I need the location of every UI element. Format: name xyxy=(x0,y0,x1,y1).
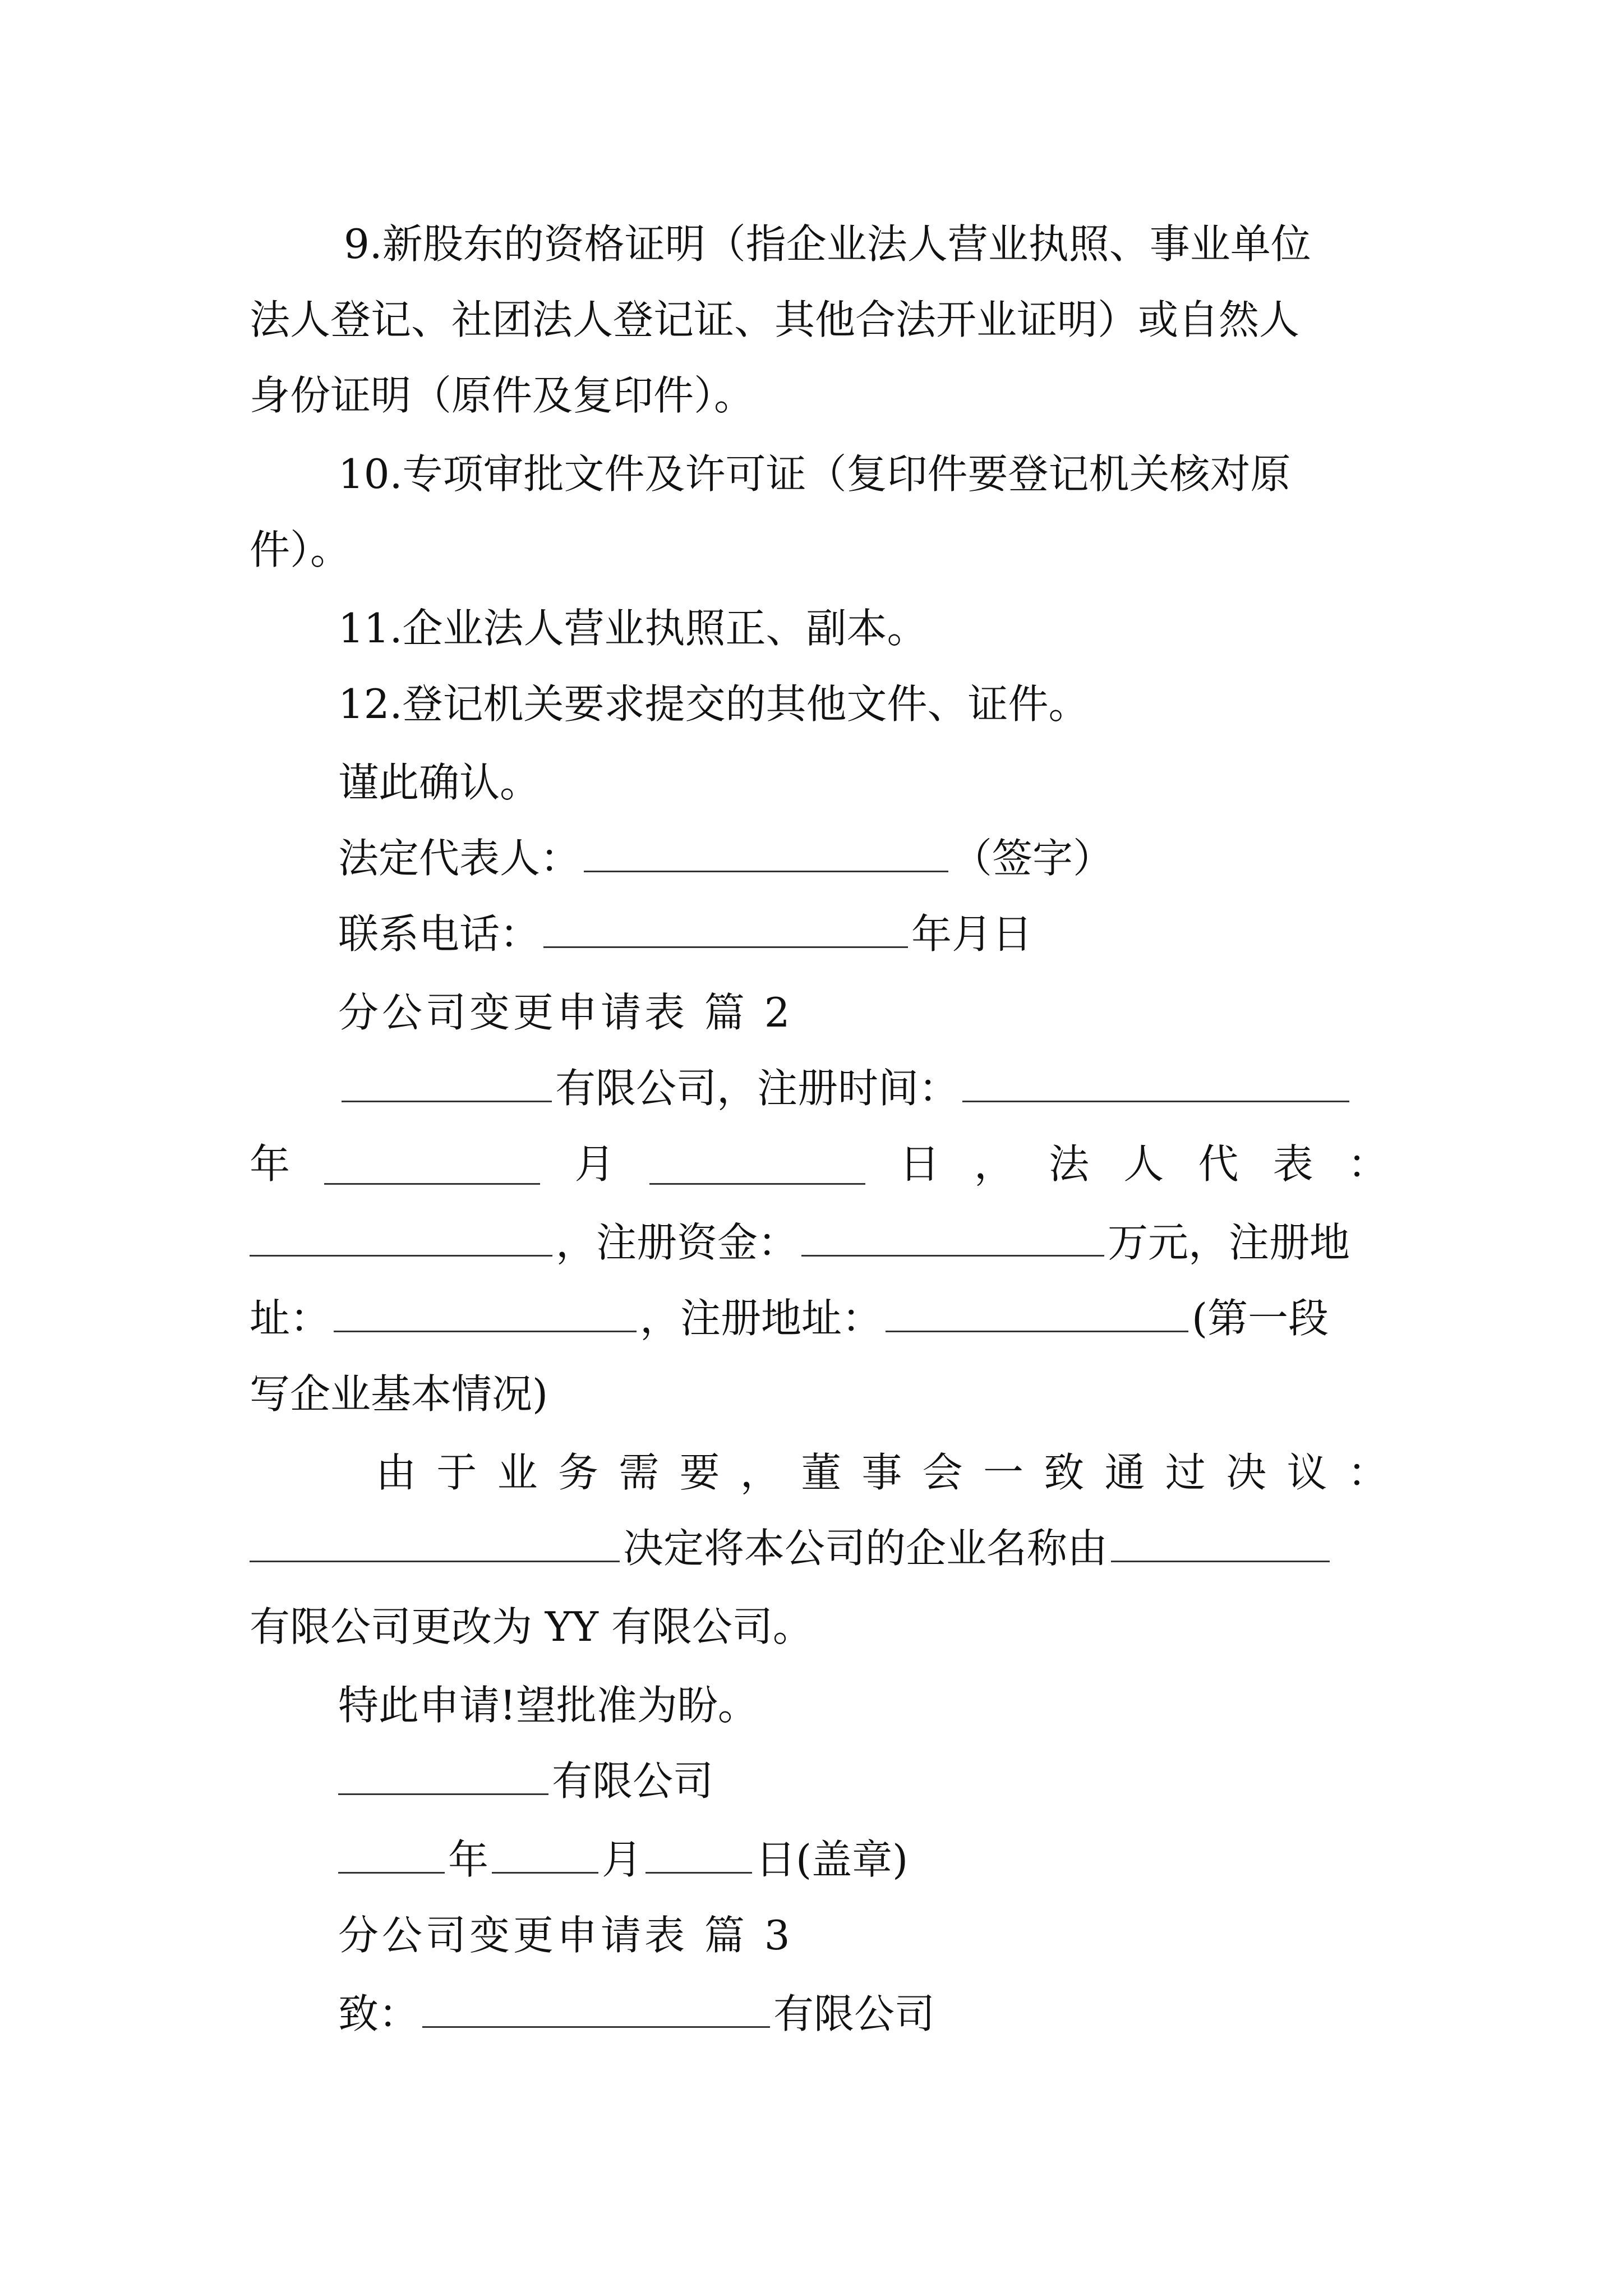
item-11: 11.企业法人营业执照正、副本。 xyxy=(338,605,928,652)
decision-text: 决定将本公司的企业名称由 xyxy=(623,1525,1108,1572)
month-blank-2 xyxy=(492,1833,598,1874)
reason-char: ， xyxy=(740,1449,781,1496)
item-9-line-3: 身份证明（原件及复印件）。 xyxy=(250,372,755,419)
part2-date-seal xyxy=(338,1829,1388,1890)
reason-char: 董 xyxy=(801,1449,842,1496)
reg-time-blank xyxy=(962,1061,1349,1102)
reason-char: 议 xyxy=(1287,1449,1327,1496)
reason-char: 一 xyxy=(983,1449,1023,1496)
rep-char-1: 法 xyxy=(1049,1140,1090,1188)
reason-char: 需 xyxy=(619,1449,660,1496)
recipient-company-suffix: 有限公司 xyxy=(773,1990,935,2037)
date-ymd: 年月日 xyxy=(911,910,1033,958)
reason-char: 由 xyxy=(376,1449,417,1496)
legal-rep-name-blank xyxy=(250,1216,552,1257)
part2-line-2 xyxy=(250,1133,1388,1195)
item-12: 12.登记机关要求提交的其他文件、证件。 xyxy=(338,680,1089,728)
reason-char: 致 xyxy=(1044,1449,1085,1496)
month-blank xyxy=(649,1144,865,1185)
company-name-blank xyxy=(342,1061,552,1102)
legal-rep-blank xyxy=(584,831,948,872)
day-blank-2 xyxy=(645,1833,752,1874)
day-seal-label: 日(盖章) xyxy=(755,1836,909,1883)
reason-char: 通 xyxy=(1104,1449,1145,1496)
comma-char: ， xyxy=(974,1140,1015,1188)
part2-reason-line xyxy=(376,1442,1388,1503)
colon-char: ： xyxy=(1347,1140,1388,1188)
day-char: 日 xyxy=(899,1140,940,1188)
to-label: 致： xyxy=(338,1990,419,2037)
year-blank xyxy=(324,1144,540,1185)
company-reg-time: 有限公司，注册时间： xyxy=(555,1065,960,1112)
item-10-line-1: 10.专项审批文件及许可证（复印件要登记机关核对原 xyxy=(338,450,1291,498)
phone-label: 联系电话： xyxy=(338,910,541,958)
part2-rename-line: 有限公司更改为 YY 有限公司。 xyxy=(250,1603,813,1650)
capital-blank xyxy=(801,1216,1104,1257)
month-char: 月 xyxy=(574,1140,615,1188)
document-page xyxy=(250,0,1388,2296)
address-blank-1 xyxy=(334,1291,637,1332)
part2-title: 分公司变更申请表 篇 2 xyxy=(338,989,794,1036)
capital-unit: 万元，注册地 xyxy=(1108,1219,1350,1266)
reason-char: 决 xyxy=(1226,1449,1267,1496)
part2-decision-line xyxy=(250,1517,1388,1579)
item-10-line-2: 件）。 xyxy=(250,526,351,573)
rep-char-2: 人 xyxy=(1123,1140,1164,1188)
part2-line-3 xyxy=(250,1212,1388,1273)
sign-label: （签字） xyxy=(952,835,1114,882)
recipient-blank xyxy=(422,1987,770,2028)
decision-date-blank xyxy=(250,1521,620,1562)
confirm-text: 谨此确认。 xyxy=(338,759,541,806)
address-label: 址： xyxy=(250,1295,331,1342)
reason-char: 事 xyxy=(861,1449,902,1496)
capital-label: ，注册资金： xyxy=(556,1219,799,1266)
phone-blank xyxy=(543,907,908,948)
rep-char-4: 表 xyxy=(1272,1140,1313,1188)
part2-line-5: 写企业基本情况) xyxy=(250,1370,548,1418)
year-char: 年 xyxy=(250,1140,291,1188)
reason-char: ： xyxy=(1347,1449,1388,1496)
address-blank-2 xyxy=(886,1291,1188,1332)
company-sign-blank xyxy=(338,1754,548,1795)
part3-to-line xyxy=(338,1983,1388,2045)
rep-char-3: 代 xyxy=(1198,1140,1239,1188)
reason-char: 要 xyxy=(679,1449,720,1496)
reason-char: 于 xyxy=(436,1449,477,1496)
reason-char: 业 xyxy=(497,1449,538,1496)
reason-char: 过 xyxy=(1165,1449,1206,1496)
item-9-line-1: 9.新股东的资格证明（指企业法人营业执照、事业单位 xyxy=(344,220,1311,268)
legal-rep-line xyxy=(338,827,1388,889)
address-label-2: ，注册地址： xyxy=(640,1295,883,1342)
first-paragraph-note: (第一段 xyxy=(1192,1295,1329,1342)
old-name-blank xyxy=(1111,1521,1330,1562)
legal-rep-label: 法定代表人： xyxy=(338,835,581,882)
reason-char: 务 xyxy=(557,1449,598,1496)
year-blank-2 xyxy=(338,1833,445,1874)
phone-line xyxy=(338,903,1388,965)
reason-char: 会 xyxy=(922,1449,963,1496)
part2-company-sign xyxy=(338,1750,1388,1812)
month-label: 月 xyxy=(602,1836,643,1883)
part2-request: 特此申请!望批准为盼。 xyxy=(338,1682,758,1729)
item-9-line-2: 法人登记、社团法人登记证、其他合法开业证明）或自然人 xyxy=(250,296,1300,343)
part3-title: 分公司变更申请表 篇 3 xyxy=(338,1912,794,1959)
year-label: 年 xyxy=(448,1836,489,1883)
part2-line-4 xyxy=(250,1287,1388,1349)
part2-line-1 xyxy=(338,1057,1388,1119)
company-suffix: 有限公司 xyxy=(552,1757,714,1805)
